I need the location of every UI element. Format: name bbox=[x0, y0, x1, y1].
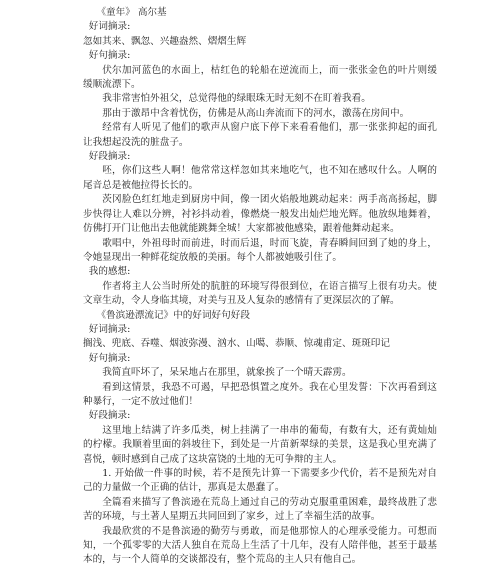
paragraph: 经常有人听见了他们的歌声从窗户底下停下来看看他们，那一张张抑起的面孔让我想起没洗的脏盘子。 bbox=[83, 122, 437, 148]
paragraph: 那由于激昂中含着忧伤，仿佛是从高山奔流而下的河水，激荡在房间中。 bbox=[102, 107, 410, 119]
section-label: 好词摘录: bbox=[88, 21, 131, 33]
section-label: 好段摘录: bbox=[88, 151, 131, 163]
paragraph: 全篇看来描写了鲁滨逊在荒岛上通过自己的劳动克服重重困难，最终战胜了悲苦的环境，与土著人星期五共同回到了家乡，过上了幸福生活的故事。 bbox=[83, 496, 437, 523]
paragraph: 我最欣赏的不是鲁滨逊的勤劳与勇敢，而是他那惊人的心理承受能力。可想而知，一个孤零零的大活人独自在荒岛上生活了十几年，没有人陪伴他，甚至于最基本的，与一个人简单的交谈都没有，整个荒岛的主人只有他自己。 bbox=[83, 525, 437, 566]
paragraph: 伏尔加河蓝色的水面上，枯红色的轮船在逆流而上，而一张张金色的叶片则缓缓顺流漂下。 bbox=[83, 64, 437, 91]
text-line: 忽如其来、飘忽、兴趣盎然、熠熠生辉 bbox=[83, 35, 247, 47]
section-label: 好段摘录: bbox=[88, 410, 131, 422]
section-label: 好词摘录: bbox=[88, 323, 131, 335]
paragraph: 1. 开始做一件事的时候，若不是预先计算一下需要多少代价，若不是预先对自己的力量做一个正确的估计，那真是太愚蠢了。 bbox=[83, 468, 437, 494]
paragraph: 作者将主人公当时所处的肮脏的环境写得很到位，在语言描写上很有功夫。使文章生动，令人身临其境，对美与丑及人复杂的感情有了更深层次的了解。 bbox=[83, 280, 437, 307]
section-label: 我的感想: bbox=[88, 266, 131, 278]
paragraph: 这里地上结满了许多瓜类，树上挂满了一串串的葡萄，有数有大，还有黄灿灿的柠檬。我顺着里面的斜坡往下，到处是一片苗新翠绿的美景，这是我心里充满了喜悦，顿时感到自己成了这块富饶的土地的无可争辩的主人。 bbox=[83, 424, 437, 465]
section-label: 好句摘录: bbox=[88, 352, 131, 364]
paragraph: 我非常害怕外祖父，总觉得他的绿眼珠无时无刻不在盯着我看。 bbox=[102, 93, 371, 105]
paragraph: 我简直吓坏了，呆呆地占在那里，就象挨了一个晴天霹雳。 bbox=[102, 367, 352, 379]
paragraph: 歌唱中，外祖母时而前进，时而后退，时而飞旋，青春瞬间回到了她的身上，令她显现出一种鲜花绽放般的美丽。每个人都被她吸引住了。 bbox=[83, 237, 437, 263]
paragraph: 看到这情景，我恐不可遏，早把恐惧置之度外。我在心里发誓：下次再看到这种暴行，一定不放过他们！ bbox=[83, 381, 437, 407]
section-label: 好句摘录: bbox=[88, 50, 131, 62]
paragraph: 呸，你们这些人啊！他常常这样忽如其来地吃气，也不知在感叹什么。人啊的尾音总是被他拉得长长的。 bbox=[83, 165, 437, 191]
book-title-line: 《鲁滨逊漂流记》中的好词好句好段 bbox=[96, 309, 250, 321]
text-line: 搁浅、兜底、吞噬、烟波弥漫、汹水、山噶、恭顺、惊魂甫定、斑斑印记 bbox=[83, 338, 390, 350]
paragraph: 茨冈脸色红红地走到厨房中间，像一团火焰般地跳动起来：两手高高扬起，脚步快得让人难以分辨，衬衫抖动着，像燃烧一般发出灿烂地光辉。他放纵地舞着，仿佛打开门让他出去他就能跳舞全城！大家都被他感染，跟着他舞动起来。 bbox=[83, 194, 437, 235]
book-title-line: 《童年》 高尔基 bbox=[96, 7, 167, 18]
